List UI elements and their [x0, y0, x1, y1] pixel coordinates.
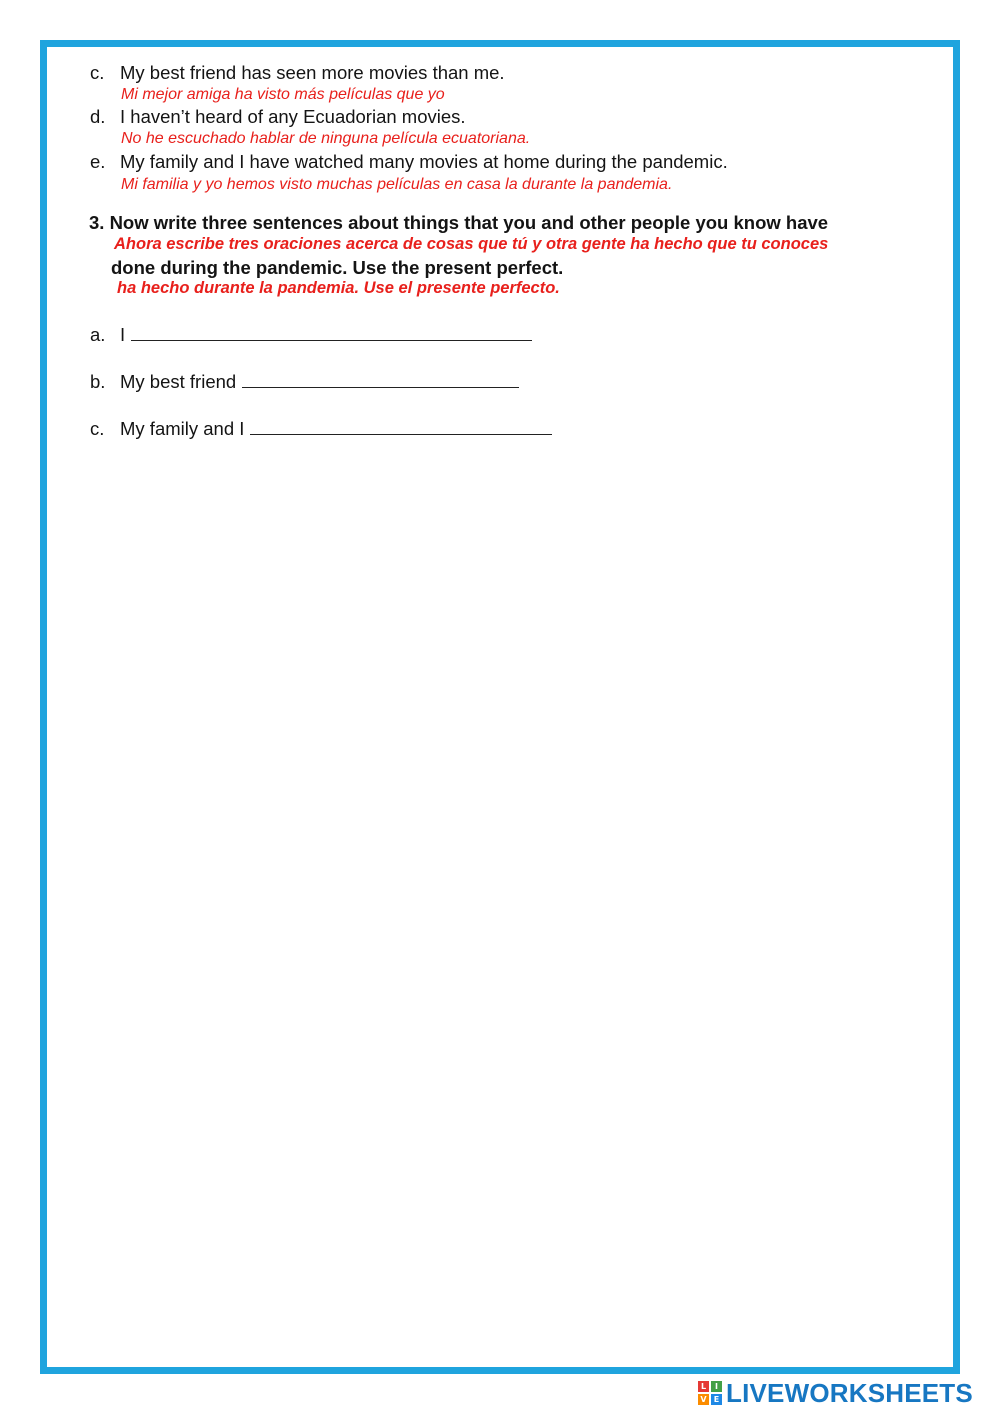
item-e-spanish: Mi familia y yo hemos visto muchas películas en casa la durante la pandemia. — [121, 176, 673, 193]
answer-label: c. — [90, 418, 105, 439]
answer-prompt: My best friend — [120, 371, 237, 392]
answer-c — [90, 416, 552, 440]
answer-label: a. — [90, 324, 106, 345]
answer-prompt: I — [120, 324, 126, 345]
answer-a-blank[interactable] — [131, 322, 532, 341]
question-3-line2: done during the pandemic. Use the present perfect. — [111, 257, 564, 278]
item-d-english — [90, 106, 466, 128]
answer-c-blank[interactable] — [250, 416, 552, 435]
item-label: d. — [90, 106, 106, 127]
logo-mark-icon: L I V E — [698, 1381, 722, 1405]
answer-b-blank[interactable] — [242, 369, 519, 388]
item-label: c. — [90, 62, 105, 83]
liveworksheets-logo[interactable] — [698, 1378, 973, 1408]
answer-label: b. — [90, 371, 106, 392]
answer-a — [90, 322, 532, 346]
item-text: I haven’t heard of any Ecuadorian movies. — [120, 106, 466, 127]
brand-name: LIVEWORKSHEETS — [726, 1377, 973, 1408]
item-e-english — [90, 151, 728, 173]
question-3-line2-spanish: ha hecho durante la pandemia. Use el presente perfecto. — [117, 279, 560, 297]
item-c-spanish: Mi mejor amiga ha visto más películas que yo — [121, 86, 445, 103]
item-c-english — [90, 62, 505, 84]
question-3-line1-spanish: Ahora escribe tres oraciones acerca de cosas que tú y otra gente ha hecho que tu conoces — [114, 235, 829, 253]
answer-b — [90, 369, 519, 393]
item-text: My family and I have watched many movies at home during the pandemic. — [120, 151, 728, 172]
item-text: My best friend has seen more movies than me. — [120, 62, 505, 83]
item-d-spanish: No he escuchado hablar de ninguna película ecuatoriana. — [121, 130, 531, 147]
question-3-line1: 3. Now write three sentences about things that you and other people you know have — [89, 212, 829, 233]
answer-prompt: My family and I — [120, 418, 245, 439]
item-label: e. — [90, 151, 106, 172]
